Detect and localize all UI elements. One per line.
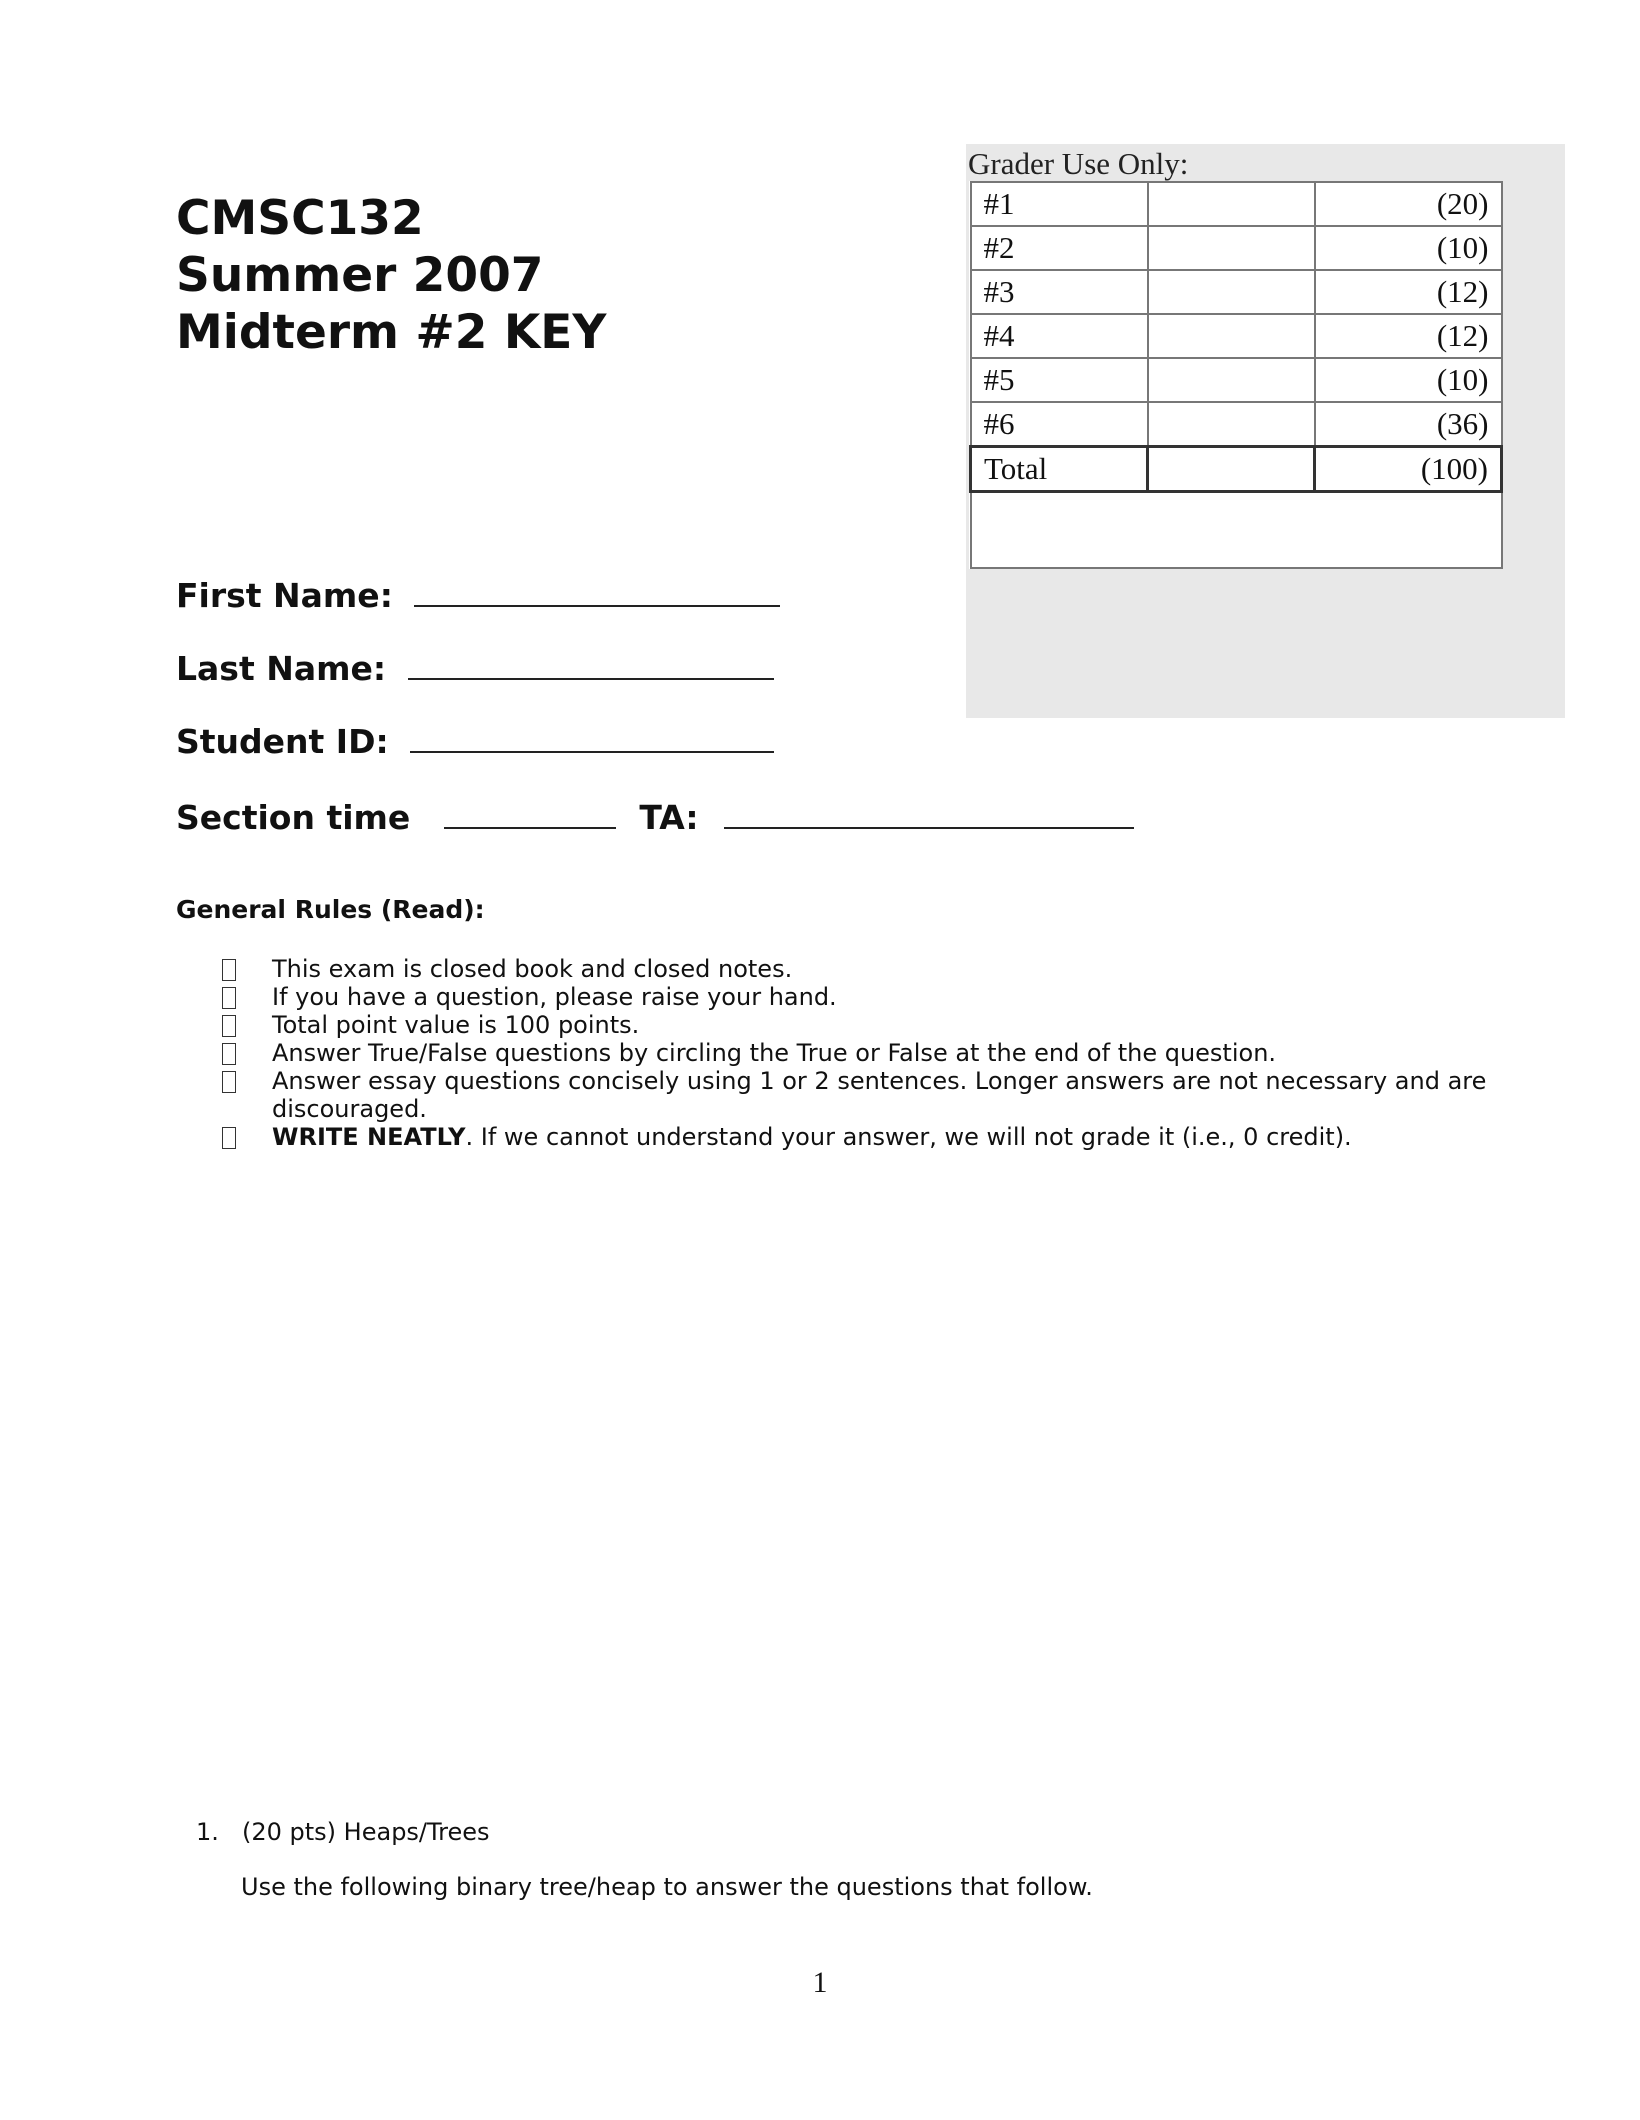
student-id-label: Student ID: <box>176 722 389 761</box>
grader-row <box>971 314 1502 358</box>
bullet-icon <box>222 1043 236 1065</box>
grader-row <box>971 270 1502 314</box>
question-1-body: Use the following binary tree/heap to answer the questions that follow. <box>241 1873 1093 1901</box>
section-time-label: Section time <box>176 798 411 837</box>
question-title: (20 pts) Heaps/Trees <box>242 1818 490 1846</box>
grader-row <box>971 402 1502 447</box>
points-value: (12) <box>1315 314 1502 358</box>
points-value: (10) <box>1315 358 1502 402</box>
last-name-field <box>176 648 774 689</box>
rule-item <box>222 1123 1522 1151</box>
score-cell <box>1148 270 1315 314</box>
bullet-icon <box>222 987 236 1009</box>
bullet-icon <box>222 1015 236 1037</box>
last-name-blank[interactable] <box>408 648 774 680</box>
rule-item: Answer essay questions concisely using 1 or 2 sentences. Longer answers are not necessary and are discouraged. <box>222 1067 1522 1123</box>
score-cell <box>1148 314 1315 358</box>
rule-item: This exam is closed book and closed notes. <box>222 955 1522 983</box>
section-ta-field <box>176 797 1134 838</box>
grader-row <box>971 358 1502 402</box>
score-cell <box>1148 358 1315 402</box>
bullet-icon <box>222 1071 236 1093</box>
bullet-icon <box>222 1127 236 1149</box>
rule-item: Total point value is 100 points. <box>222 1011 1522 1039</box>
bullet-icon <box>222 959 236 981</box>
ta-blank[interactable] <box>724 797 1134 829</box>
write-neatly-emphasis: WRITE NEATLY <box>272 1123 466 1151</box>
student-id-blank[interactable] <box>410 721 774 753</box>
grader-row <box>971 226 1502 270</box>
question-label: #4 <box>971 314 1148 358</box>
question-label: #1 <box>971 182 1148 226</box>
question-number: 1. <box>196 1818 219 1846</box>
write-neatly-rest: . If we cannot understand your answer, we will not grade it (i.e., 0 credit). <box>465 1123 1352 1151</box>
course-title: CMSC132 <box>176 191 424 246</box>
page-number: 1 <box>812 1966 828 1999</box>
score-cell <box>1148 226 1315 270</box>
ta-label: TA: <box>639 798 699 837</box>
points-value: (12) <box>1315 270 1502 314</box>
final-score-box <box>971 492 1502 569</box>
score-cell <box>1148 182 1315 226</box>
rules-list <box>222 955 1522 1151</box>
total-score-cell <box>1148 447 1315 492</box>
exam-title <box>176 190 606 361</box>
first-name-field <box>176 575 780 616</box>
question-label: #3 <box>971 270 1148 314</box>
question-label: #2 <box>971 226 1148 270</box>
points-value: (10) <box>1315 226 1502 270</box>
grader-total-row <box>971 447 1502 492</box>
question-1-header <box>196 1817 490 1847</box>
final-score-row <box>971 492 1502 569</box>
question-label: #6 <box>971 402 1148 447</box>
grader-panel <box>966 144 1565 718</box>
student-id-field <box>176 721 774 762</box>
grader-heading: Grader Use Only: <box>968 146 1189 181</box>
term-title: Summer 2007 <box>176 248 544 303</box>
rule-item: If you have a question, please raise your hand. <box>222 983 1522 1011</box>
total-label: Total <box>971 447 1148 492</box>
grader-row <box>971 182 1502 226</box>
first-name-blank[interactable] <box>414 575 780 607</box>
rules-heading: General Rules (Read): <box>176 895 485 924</box>
rule-item: Answer True/False questions by circling the True or False at the end of the question. <box>222 1039 1522 1067</box>
grader-table <box>969 181 1503 569</box>
score-cell <box>1148 402 1315 447</box>
exam-name: Midterm #2 KEY <box>176 305 607 360</box>
points-value: (20) <box>1315 182 1502 226</box>
section-time-blank[interactable] <box>444 797 616 829</box>
first-name-label: First Name: <box>176 576 393 615</box>
points-value: (36) <box>1315 402 1502 447</box>
last-name-label: Last Name: <box>176 649 387 688</box>
total-points: (100) <box>1315 447 1502 492</box>
question-label: #5 <box>971 358 1148 402</box>
